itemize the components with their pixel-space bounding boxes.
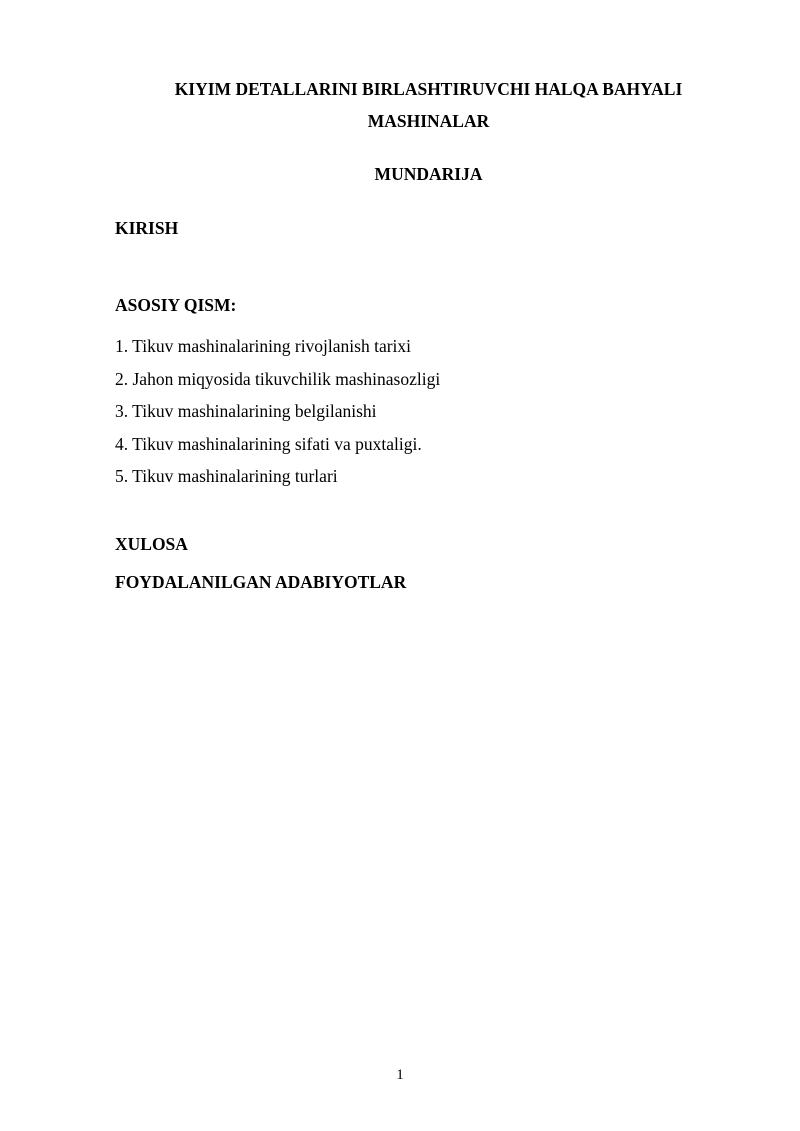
- toc-main-part: ASOSIY QISM:: [115, 295, 237, 315]
- toc-item-4: 4. Tikuv mashinalarining sifati va puxtaligi.: [115, 433, 422, 454]
- toc-conclusion: XULOSA: [115, 534, 188, 554]
- title-line-2: MASHINALAR: [367, 111, 490, 131]
- toc-intro: KIRISH: [115, 218, 179, 238]
- toc-item-1: 1. Tikuv mashinalarining rivojlanish tarixi: [115, 336, 412, 356]
- toc-item-2: 2. Jahon miqyosida tikuvchilik mashinasozligi: [115, 368, 441, 389]
- toc-item-list: [115, 330, 440, 493]
- page-number: 1: [396, 1067, 404, 1083]
- document-title: [115, 73, 742, 137]
- toc-references: FOYDALANILGAN ADABIYOTLAR: [115, 572, 407, 592]
- title-line-1: KIYIM DETALLARINI BIRLASHTIRUVCHI HALQA BAHYALI: [174, 79, 683, 99]
- toc-item-5: 5. Tikuv mashinalarining turlari: [115, 466, 338, 487]
- toc-item-3: 3. Tikuv mashinalarining belgilanishi: [115, 401, 377, 422]
- toc-heading: MUNDARIJA: [374, 164, 483, 184]
